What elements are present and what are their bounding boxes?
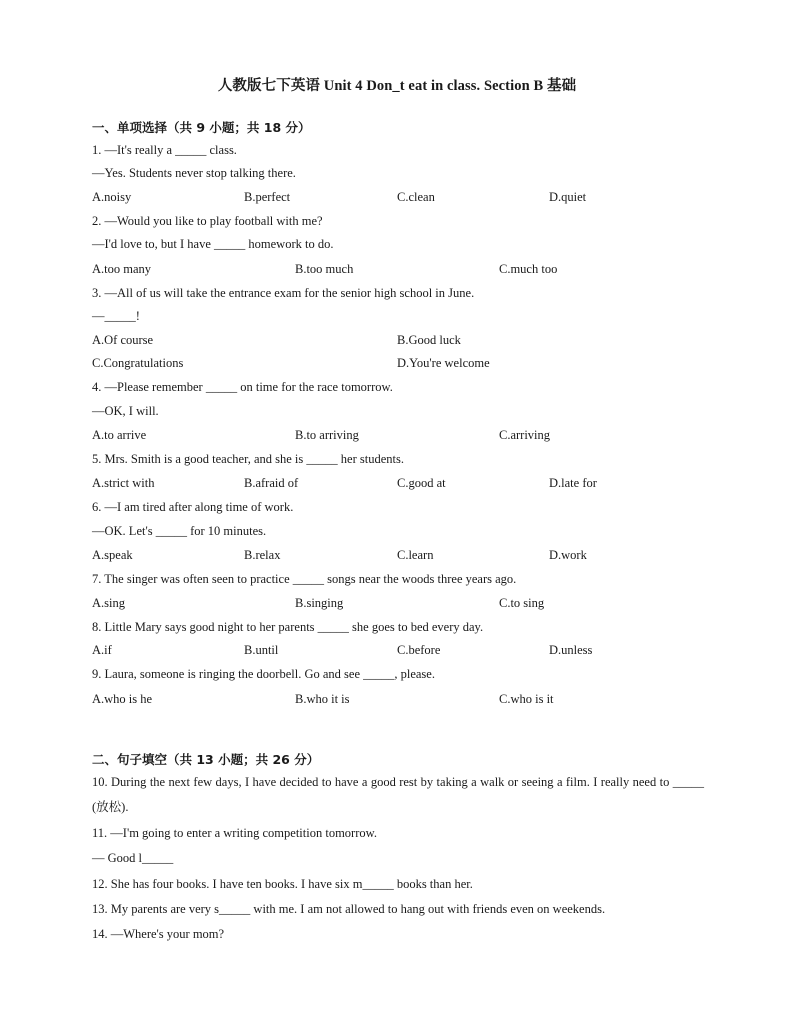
option-d[interactable]: D.work — [549, 548, 587, 562]
option-b[interactable]: B.who it is — [295, 692, 350, 706]
option-c[interactable]: C.arriving — [499, 428, 551, 442]
section-heading-fill-in: 二、句子填空（共 13 小题；共 26 分） — [92, 752, 320, 767]
question-10-text: 10. During the next few days, I have decided to have a good rest by taking a walk or seeing a film. I really need to _____ (放松). — [92, 775, 704, 814]
question-3-options-row-2 — [92, 356, 754, 372]
question-2-line-2: —I'd love to, but I have _____ homework to do. — [92, 237, 334, 251]
question-2-line-1: 2. —Would you like to play football with me? — [92, 214, 323, 228]
question-13-line: 13. My parents are very s_____ with me. I am not allowed to hang out with friends even on weekends. — [92, 902, 606, 916]
question-9-line-1: 9. Laura, someone is ringing the doorbell. Go and see _____, please. — [92, 667, 435, 681]
question-6-line-2: —OK. Let's _____ for 10 minutes. — [92, 524, 267, 538]
question-5-options — [92, 476, 754, 492]
option-d[interactable]: D.You're welcome — [397, 356, 490, 370]
option-c[interactable]: C.much too — [499, 262, 558, 276]
document-title: 人教版七下英语 Unit 4 Don_t eat in class. Section B 基础 — [217, 78, 577, 94]
option-c[interactable]: C.clean — [397, 190, 435, 204]
question-3-line-2: —_____! — [92, 309, 140, 323]
question-4-line-1: 4. —Please remember _____ on time for the race tomorrow. — [92, 380, 393, 394]
option-b[interactable]: B.too much — [295, 262, 354, 276]
option-b[interactable]: B.singing — [295, 596, 344, 610]
option-a[interactable]: A.too many — [92, 262, 152, 276]
question-4-options — [92, 428, 754, 444]
option-b[interactable]: B.relax — [244, 548, 281, 562]
question-6-options — [92, 548, 754, 564]
question-11-line-2: — Good l_____ — [92, 851, 174, 865]
question-12-line: 12. She has four books. I have ten books. I have six m_____ books than her. — [92, 877, 473, 891]
question-11-line-1: 11. —I'm going to enter a writing competition tomorrow. — [92, 826, 377, 840]
option-c[interactable]: C.good at — [397, 476, 446, 490]
option-d[interactable]: D.unless — [549, 643, 593, 657]
option-c[interactable]: C.before — [397, 643, 441, 657]
question-4-line-2: —OK, I will. — [92, 404, 159, 418]
question-7-line-1: 7. The singer was often seen to practice _____ songs near the woods three years ago. — [92, 572, 517, 586]
question-6-line-1: 6. —I am tired after along time of work. — [92, 500, 294, 514]
option-a[interactable]: A.to arrive — [92, 428, 147, 442]
question-1-line-1: 1. —It's really a _____ class. — [92, 143, 237, 157]
option-a[interactable]: A.strict with — [92, 476, 155, 490]
option-c[interactable]: C.to sing — [499, 596, 545, 610]
question-3-line-1: 3. —All of us will take the entrance exam for the senior high school in June. — [92, 286, 475, 300]
option-c[interactable]: C.learn — [397, 548, 434, 562]
question-9-options — [92, 692, 754, 708]
question-2-options — [92, 262, 754, 278]
option-b[interactable]: B.Good luck — [397, 333, 461, 347]
option-b[interactable]: B.until — [244, 643, 279, 657]
question-1-line-2: —Yes. Students never stop talking there. — [92, 166, 296, 180]
question-14-line: 14. —Where's your mom? — [92, 927, 225, 941]
option-b[interactable]: B.to arriving — [295, 428, 359, 442]
option-d[interactable]: D.late for — [549, 476, 597, 490]
question-5-line-1: 5. Mrs. Smith is a good teacher, and she is _____ her students. — [92, 452, 404, 466]
question-1-options — [92, 190, 754, 206]
option-c[interactable]: C.Congratulations — [92, 356, 184, 370]
question-8-options — [92, 643, 754, 659]
question-8-line-1: 8. Little Mary says good night to her parents _____ she goes to bed every day. — [92, 620, 484, 634]
option-a[interactable]: A.noisy — [92, 190, 132, 204]
option-b[interactable]: B.afraid of — [244, 476, 299, 490]
option-b[interactable]: B.perfect — [244, 190, 291, 204]
option-a[interactable]: A.speak — [92, 548, 133, 562]
option-a[interactable]: A.Of course — [92, 333, 154, 347]
option-c[interactable]: C.who is it — [499, 692, 554, 706]
option-a[interactable]: A.sing — [92, 596, 125, 610]
question-7-options — [92, 596, 754, 612]
option-a[interactable]: A.if — [92, 643, 112, 657]
question-3-options-row-1 — [92, 333, 754, 349]
option-a[interactable]: A.who is he — [92, 692, 153, 706]
option-d[interactable]: D.quiet — [549, 190, 587, 204]
section-heading-multiple-choice: 一、单项选择（共 9 小题；共 18 分） — [92, 120, 311, 135]
